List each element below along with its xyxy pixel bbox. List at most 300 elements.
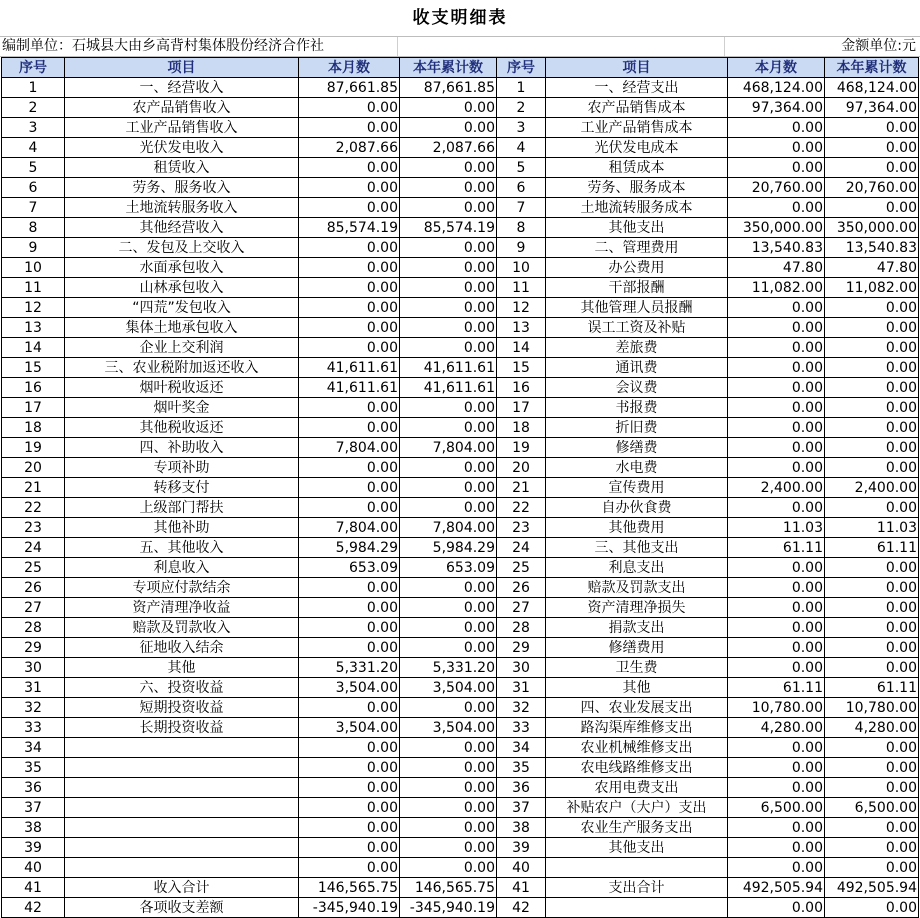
income-index: 8	[2, 218, 65, 238]
income-month-amount: 0.00	[299, 298, 400, 318]
expense-month-amount: 6,500.00	[728, 798, 825, 818]
expense-ytd-amount: 0.00	[825, 398, 919, 418]
income-month-amount: 0.00	[299, 758, 400, 778]
income-month-amount: 0.00	[299, 858, 400, 878]
table-row	[2, 498, 919, 518]
income-index: 41	[2, 878, 65, 898]
expense-item: 四、农业发展支出	[546, 698, 728, 718]
table-header-row	[2, 58, 919, 78]
income-ytd-amount: 0.00	[400, 338, 497, 358]
expense-ytd-amount: 4,280.00	[825, 718, 919, 738]
table-row	[2, 458, 919, 478]
expense-index: 3	[497, 118, 546, 138]
income-index: 39	[2, 838, 65, 858]
expense-item: 其他	[546, 678, 728, 698]
expense-item: 其他费用	[546, 518, 728, 538]
expense-item: 工业产品销售成本	[546, 118, 728, 138]
expense-index: 36	[497, 778, 546, 798]
income-item	[65, 838, 299, 858]
income-item: 四、补助收入	[65, 438, 299, 458]
income-item: 其他补助	[65, 518, 299, 538]
expense-index: 39	[497, 838, 546, 858]
expense-month-amount: 0.00	[728, 498, 825, 518]
expense-item: 宣传费用	[546, 478, 728, 498]
table-row	[2, 518, 919, 538]
expense-item: 农业生产服务支出	[546, 818, 728, 838]
income-item: 集体土地承包收入	[65, 318, 299, 338]
income-item: 收入合计	[65, 878, 299, 898]
expense-ytd-amount: 20,760.00	[825, 178, 919, 198]
income-item: 三、农业税附加返还收入	[65, 358, 299, 378]
income-item: 劳务、服务收入	[65, 178, 299, 198]
expense-month-amount: 11.03	[728, 518, 825, 538]
income-month-amount: 0.00	[299, 578, 400, 598]
expense-month-amount: 0.00	[728, 378, 825, 398]
income-item: 征地收入结余	[65, 638, 299, 658]
income-index: 16	[2, 378, 65, 398]
table-row	[2, 78, 919, 98]
income-month-amount: 7,804.00	[299, 438, 400, 458]
expense-ytd-amount: 10,780.00	[825, 698, 919, 718]
table-row	[2, 778, 919, 798]
income-ytd-amount: 0.00	[400, 238, 497, 258]
header-income-index: 序号	[2, 58, 65, 78]
income-item: 光伏发电收入	[65, 138, 299, 158]
expense-ytd-amount: 0.00	[825, 438, 919, 458]
expense-month-amount: 468,124.00	[728, 78, 825, 98]
income-ytd-amount: 0.00	[400, 818, 497, 838]
table-row	[2, 338, 919, 358]
expense-ytd-amount: 0.00	[825, 898, 919, 918]
expense-ytd-amount: 11,082.00	[825, 278, 919, 298]
table-row	[2, 398, 919, 418]
expense-index: 23	[497, 518, 546, 538]
income-ytd-amount: 5,331.20	[400, 658, 497, 678]
income-ytd-amount: 0.00	[400, 158, 497, 178]
income-month-amount: 0.00	[299, 738, 400, 758]
income-item	[65, 858, 299, 878]
expense-item: 通讯费	[546, 358, 728, 378]
income-index: 34	[2, 738, 65, 758]
income-month-amount: 0.00	[299, 238, 400, 258]
expense-index: 5	[497, 158, 546, 178]
expense-month-amount: 0.00	[728, 418, 825, 438]
expense-month-amount: 0.00	[728, 858, 825, 878]
income-ytd-amount: 3,504.00	[400, 718, 497, 738]
expense-ytd-amount: 61.11	[825, 538, 919, 558]
income-ytd-amount: 146,565.75	[400, 878, 497, 898]
income-ytd-amount: 0.00	[400, 198, 497, 218]
expense-item: 农电线路维修支出	[546, 758, 728, 778]
table-row	[2, 118, 919, 138]
income-ytd-amount: 0.00	[400, 178, 497, 198]
income-month-amount: 146,565.75	[299, 878, 400, 898]
income-index: 20	[2, 458, 65, 478]
expense-index: 17	[497, 398, 546, 418]
income-item	[65, 798, 299, 818]
income-index: 3	[2, 118, 65, 138]
expense-ytd-amount: 0.00	[825, 118, 919, 138]
expense-month-amount: 10,780.00	[728, 698, 825, 718]
income-ytd-amount: 0.00	[400, 618, 497, 638]
income-ytd-amount: 0.00	[400, 458, 497, 478]
table-row	[2, 618, 919, 638]
income-index: 7	[2, 198, 65, 218]
income-item: 租赁收入	[65, 158, 299, 178]
income-item	[65, 778, 299, 798]
expense-ytd-amount: 0.00	[825, 658, 919, 678]
expense-ytd-amount: 47.80	[825, 258, 919, 278]
column-divider	[397, 37, 398, 56]
income-index: 26	[2, 578, 65, 598]
income-index: 6	[2, 178, 65, 198]
income-index: 12	[2, 298, 65, 318]
table-row	[2, 798, 919, 818]
expense-month-amount: 0.00	[728, 738, 825, 758]
header-expense-month: 本月数	[728, 58, 825, 78]
income-index: 18	[2, 418, 65, 438]
expense-item: 光伏发电成本	[546, 138, 728, 158]
expense-item: 自办伙食费	[546, 498, 728, 518]
income-item: 一、经营收入	[65, 78, 299, 98]
expense-month-amount: 0.00	[728, 558, 825, 578]
income-ytd-amount: 2,087.66	[400, 138, 497, 158]
income-month-amount: 0.00	[299, 838, 400, 858]
expense-ytd-amount: 61.11	[825, 678, 919, 698]
expense-index: 33	[497, 718, 546, 738]
expense-item: 劳务、服务成本	[546, 178, 728, 198]
expense-item: 其他支出	[546, 218, 728, 238]
expense-ytd-amount: 0.00	[825, 638, 919, 658]
expense-ytd-amount: 0.00	[825, 778, 919, 798]
expense-ytd-amount: 0.00	[825, 598, 919, 618]
expense-item: 折旧费	[546, 418, 728, 438]
income-month-amount: 41,611.61	[299, 358, 400, 378]
expense-index: 20	[497, 458, 546, 478]
expense-index: 22	[497, 498, 546, 518]
income-month-amount: 41,611.61	[299, 378, 400, 398]
income-index: 35	[2, 758, 65, 778]
expense-ytd-amount: 0.00	[825, 298, 919, 318]
expense-index: 10	[497, 258, 546, 278]
income-item: 农产品销售收入	[65, 98, 299, 118]
table-row	[2, 818, 919, 838]
income-item: 其他经营收入	[65, 218, 299, 238]
expense-ytd-amount: 0.00	[825, 738, 919, 758]
expense-ytd-amount: 0.00	[825, 758, 919, 778]
income-month-amount: 3,504.00	[299, 718, 400, 738]
expense-index: 35	[497, 758, 546, 778]
table-row	[2, 658, 919, 678]
income-ytd-amount: 0.00	[400, 838, 497, 858]
income-index: 11	[2, 278, 65, 298]
income-ytd-amount: 653.09	[400, 558, 497, 578]
expense-ytd-amount: 0.00	[825, 578, 919, 598]
expense-month-amount: 0.00	[728, 158, 825, 178]
expense-index: 9	[497, 238, 546, 258]
income-index: 28	[2, 618, 65, 638]
expense-index: 11	[497, 278, 546, 298]
table-row	[2, 198, 919, 218]
income-ytd-amount: 41,611.61	[400, 358, 497, 378]
income-month-amount: 0.00	[299, 618, 400, 638]
expense-item: 土地流转服务成本	[546, 198, 728, 218]
income-month-amount: 0.00	[299, 338, 400, 358]
income-index: 24	[2, 538, 65, 558]
expense-index: 37	[497, 798, 546, 818]
expense-item: 修缮费	[546, 438, 728, 458]
expense-index: 4	[497, 138, 546, 158]
income-index: 15	[2, 358, 65, 378]
expense-month-amount: 0.00	[728, 618, 825, 638]
expense-month-amount: 61.11	[728, 678, 825, 698]
income-index: 10	[2, 258, 65, 278]
income-month-amount: 0.00	[299, 198, 400, 218]
header-expense-index: 序号	[497, 58, 546, 78]
income-index: 42	[2, 898, 65, 918]
income-ytd-amount: 0.00	[400, 578, 497, 598]
table-row	[2, 318, 919, 338]
expense-item	[546, 858, 728, 878]
expense-ytd-amount: 97,364.00	[825, 98, 919, 118]
expense-item: 差旅费	[546, 338, 728, 358]
expense-month-amount: 61.11	[728, 538, 825, 558]
expense-month-amount: 0.00	[728, 438, 825, 458]
income-index: 2	[2, 98, 65, 118]
expense-item: 干部报酬	[546, 278, 728, 298]
expense-item: 误工工资及补贴	[546, 318, 728, 338]
expense-ytd-amount: 350,000.00	[825, 218, 919, 238]
income-ytd-amount: 0.00	[400, 638, 497, 658]
income-item: 土地流转服务收入	[65, 198, 299, 218]
income-item: 转移支付	[65, 478, 299, 498]
income-index: 31	[2, 678, 65, 698]
expense-item: 三、其他支出	[546, 538, 728, 558]
income-expense-table	[1, 57, 919, 918]
income-index: 14	[2, 338, 65, 358]
income-ytd-amount: 0.00	[400, 798, 497, 818]
table-row	[2, 378, 919, 398]
expense-item: 办公费用	[546, 258, 728, 278]
income-index: 38	[2, 818, 65, 838]
expense-index: 14	[497, 338, 546, 358]
expense-index: 15	[497, 358, 546, 378]
expense-month-amount: 0.00	[728, 838, 825, 858]
expense-item: 支出合计	[546, 878, 728, 898]
income-ytd-amount: 0.00	[400, 778, 497, 798]
income-index: 13	[2, 318, 65, 338]
income-ytd-amount: 0.00	[400, 98, 497, 118]
header-expense-item: 项目	[546, 58, 728, 78]
income-ytd-amount: 7,804.00	[400, 438, 497, 458]
table-row	[2, 718, 919, 738]
expense-ytd-amount: 0.00	[825, 818, 919, 838]
table-row	[2, 838, 919, 858]
income-month-amount: 0.00	[299, 158, 400, 178]
expense-item: 赔款及罚款支出	[546, 578, 728, 598]
income-month-amount: 0.00	[299, 258, 400, 278]
expense-month-amount: 0.00	[728, 118, 825, 138]
expense-index: 6	[497, 178, 546, 198]
expense-month-amount: 0.00	[728, 318, 825, 338]
income-ytd-amount: 87,661.85	[400, 78, 497, 98]
income-month-amount: 0.00	[299, 418, 400, 438]
income-month-amount: 7,804.00	[299, 518, 400, 538]
expense-ytd-amount: 0.00	[825, 558, 919, 578]
income-index: 5	[2, 158, 65, 178]
expense-month-amount: 20,760.00	[728, 178, 825, 198]
expense-month-amount: 4,280.00	[728, 718, 825, 738]
income-item	[65, 818, 299, 838]
expense-index: 42	[497, 898, 546, 918]
income-month-amount: 2,087.66	[299, 138, 400, 158]
income-index: 29	[2, 638, 65, 658]
income-month-amount: 0.00	[299, 598, 400, 618]
income-ytd-amount: -345,940.19	[400, 898, 497, 918]
income-ytd-amount: 0.00	[400, 258, 497, 278]
expense-month-amount: 0.00	[728, 658, 825, 678]
income-ytd-amount: 7,804.00	[400, 518, 497, 538]
income-ytd-amount: 0.00	[400, 278, 497, 298]
expense-month-amount: 47.80	[728, 258, 825, 278]
expense-index: 28	[497, 618, 546, 638]
table-row	[2, 738, 919, 758]
expense-index: 38	[497, 818, 546, 838]
income-index: 33	[2, 718, 65, 738]
expense-item: 农产品销售成本	[546, 98, 728, 118]
income-index: 25	[2, 558, 65, 578]
expense-month-amount: 0.00	[728, 778, 825, 798]
income-item	[65, 738, 299, 758]
expense-index: 7	[497, 198, 546, 218]
expense-index: 40	[497, 858, 546, 878]
expense-index: 24	[497, 538, 546, 558]
income-ytd-amount: 85,574.19	[400, 218, 497, 238]
income-item: 水面承包收入	[65, 258, 299, 278]
table-row	[2, 98, 919, 118]
expense-index: 41	[497, 878, 546, 898]
income-index: 17	[2, 398, 65, 418]
income-month-amount: 0.00	[299, 458, 400, 478]
income-month-amount: 0.00	[299, 698, 400, 718]
expense-item: 捐款支出	[546, 618, 728, 638]
income-ytd-amount: 5,984.29	[400, 538, 497, 558]
income-month-amount: 0.00	[299, 778, 400, 798]
expense-ytd-amount: 0.00	[825, 498, 919, 518]
income-ytd-amount: 0.00	[400, 318, 497, 338]
expense-index: 12	[497, 298, 546, 318]
table-row	[2, 218, 919, 238]
table-row	[2, 298, 919, 318]
income-item: 短期投资收益	[65, 698, 299, 718]
income-index: 22	[2, 498, 65, 518]
income-ytd-amount: 0.00	[400, 298, 497, 318]
income-ytd-amount: 0.00	[400, 498, 497, 518]
income-month-amount: 0.00	[299, 478, 400, 498]
income-month-amount: -345,940.19	[299, 898, 400, 918]
expense-item: 会议费	[546, 378, 728, 398]
expense-ytd-amount: 0.00	[825, 858, 919, 878]
income-item: 企业上交利润	[65, 338, 299, 358]
expense-month-amount: 0.00	[728, 638, 825, 658]
expense-month-amount: 11,082.00	[728, 278, 825, 298]
table-row	[2, 638, 919, 658]
expense-item: 其他支出	[546, 838, 728, 858]
income-month-amount: 0.00	[299, 318, 400, 338]
expense-ytd-amount: 11.03	[825, 518, 919, 538]
table-row	[2, 478, 919, 498]
income-item: 二、发包及上交收入	[65, 238, 299, 258]
expense-ytd-amount: 0.00	[825, 458, 919, 478]
income-item: 工业产品销售收入	[65, 118, 299, 138]
income-item: 专项应付款结余	[65, 578, 299, 598]
expense-item: 路沟渠库维修支出	[546, 718, 728, 738]
income-month-amount: 0.00	[299, 638, 400, 658]
expense-item: 补贴农户（大户）支出	[546, 798, 728, 818]
expense-index: 31	[497, 678, 546, 698]
expense-ytd-amount: 13,540.83	[825, 238, 919, 258]
expense-item: 农用电费支出	[546, 778, 728, 798]
income-item: “四荒”发包收入	[65, 298, 299, 318]
expense-month-amount: 0.00	[728, 198, 825, 218]
expense-ytd-amount: 0.00	[825, 338, 919, 358]
income-month-amount: 5,984.29	[299, 538, 400, 558]
income-ytd-amount: 0.00	[400, 698, 497, 718]
expense-month-amount: 350,000.00	[728, 218, 825, 238]
income-month-amount: 0.00	[299, 118, 400, 138]
table-row	[2, 578, 919, 598]
income-ytd-amount: 0.00	[400, 598, 497, 618]
expense-index: 18	[497, 418, 546, 438]
income-month-amount: 0.00	[299, 818, 400, 838]
expense-ytd-amount: 0.00	[825, 618, 919, 638]
table-body	[2, 78, 919, 918]
income-index: 27	[2, 598, 65, 618]
income-month-amount: 0.00	[299, 178, 400, 198]
income-item	[65, 758, 299, 778]
income-month-amount: 653.09	[299, 558, 400, 578]
expense-index: 8	[497, 218, 546, 238]
expense-ytd-amount: 0.00	[825, 158, 919, 178]
expense-index: 25	[497, 558, 546, 578]
table-row	[2, 238, 919, 258]
income-index: 19	[2, 438, 65, 458]
table-row	[2, 858, 919, 878]
income-ytd-amount: 0.00	[400, 858, 497, 878]
expense-month-amount: 0.00	[728, 898, 825, 918]
header-income-item: 项目	[65, 58, 299, 78]
expense-index: 21	[497, 478, 546, 498]
income-index: 23	[2, 518, 65, 538]
table-row	[2, 258, 919, 278]
income-index: 40	[2, 858, 65, 878]
currency-unit-label: 金额单位:元	[841, 38, 916, 54]
table-row	[2, 358, 919, 378]
income-item: 各项收支差额	[65, 898, 299, 918]
income-item: 烟叶奖金	[65, 398, 299, 418]
expense-ytd-amount: 2,400.00	[825, 478, 919, 498]
table-row	[2, 598, 919, 618]
expense-index: 13	[497, 318, 546, 338]
income-item: 长期投资收益	[65, 718, 299, 738]
income-ytd-amount: 41,611.61	[400, 378, 497, 398]
expense-ytd-amount: 492,505.94	[825, 878, 919, 898]
table-row	[2, 178, 919, 198]
expense-index: 30	[497, 658, 546, 678]
income-month-amount: 0.00	[299, 498, 400, 518]
expense-index: 27	[497, 598, 546, 618]
income-item: 上级部门帮扶	[65, 498, 299, 518]
